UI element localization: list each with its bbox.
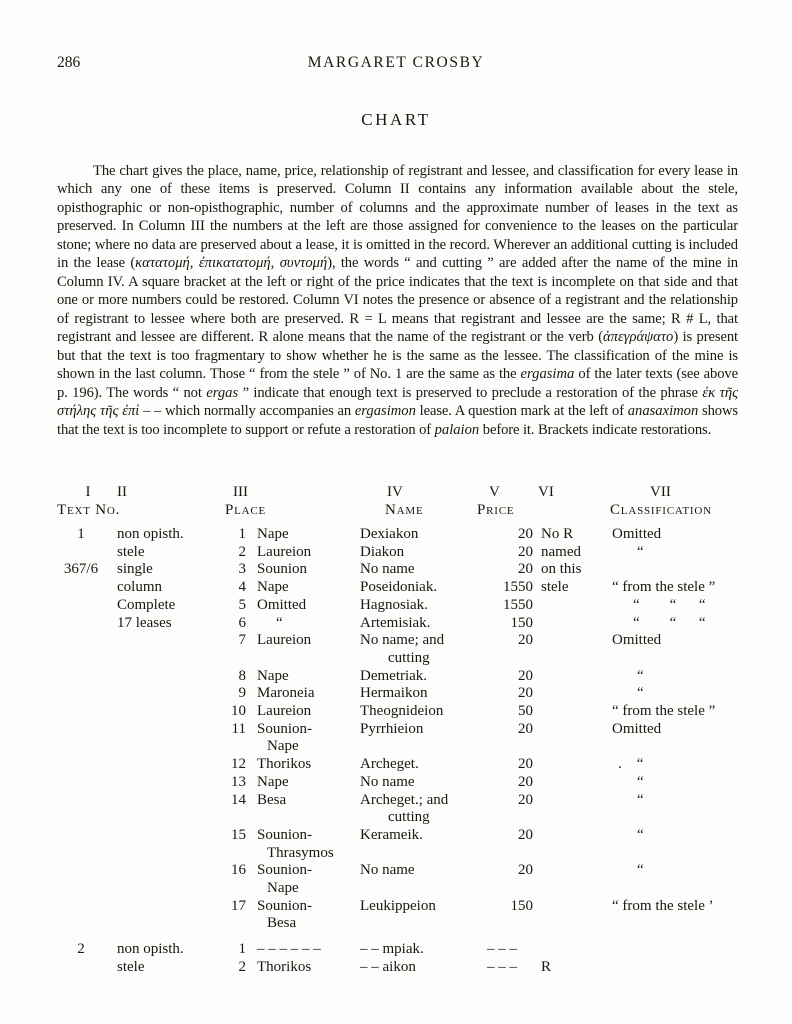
cell-mine-name: No name — [360, 773, 415, 790]
cell-price: 1550 — [503, 579, 533, 596]
column-numeral-iv: IV — [387, 484, 403, 500]
cell-stele-info: non opisth. — [117, 526, 184, 542]
cell-lease-number: 12 — [231, 756, 246, 773]
cell-price: 150 — [510, 897, 533, 914]
cell-mine-name: Hermaikon — [360, 685, 428, 702]
cell-price: 1550 — [503, 596, 533, 613]
header-classification: Classification — [610, 502, 712, 518]
cell-classification: “ from the stele ” — [612, 703, 716, 720]
intro-segment: of the later texts (see above p. 196). The words “ not — [57, 366, 738, 401]
intro-italic-segment: ergasimon — [354, 403, 416, 420]
table-row — [0, 597, 792, 615]
intro-segment: ” indicate that enough text is preserved to preclude a restoration of the phrase — [238, 384, 703, 401]
cell-registrant: No R — [541, 526, 574, 542]
table-row — [0, 668, 792, 686]
intro-italic-segment: κατατομή, ἐπικατατομή, συντομή — [135, 255, 328, 272]
cell-classification: “ — [637, 826, 644, 843]
table-row — [0, 792, 792, 810]
cell-classification: “ “ “ — [633, 614, 706, 631]
cell-text-no: 367/6 — [63, 561, 99, 578]
cell-place: Besa — [257, 791, 287, 808]
cell-place: Nape — [257, 773, 289, 790]
cell-mine-name: Poseidoniak. — [360, 579, 438, 596]
intro-segment: shows that the text is too incomplete to support or refute a restoration of — [57, 403, 738, 438]
column-numeral-vii: VII — [650, 484, 671, 500]
cell-price: 20 — [518, 632, 533, 649]
header-text-no: Text No. — [57, 502, 121, 518]
cell-lease-number: 17 — [231, 897, 246, 914]
cell-classification: Omitted — [612, 526, 662, 542]
header-price: Price — [477, 502, 515, 518]
cell-price: 20 — [518, 720, 533, 737]
cell-mine-name: – – aikon — [360, 958, 416, 975]
cell-classification: “ “ “ — [633, 596, 706, 613]
cell-price: 20 — [518, 667, 533, 684]
intro-segment: ), the words “ and cutting ” are added after the name of the mine in Column IV. A square bracket at the left or right of the price indicates that the text is incomplete on that side and that one or more numbers could be restored. Column VI notes the presence or absence of a registrant and the relationship of registrant to lessee where both are preserved. R = L means that registrant and lessee are the same; R # L, that registrant and lessee are different. R alone means that the name of the registrant or the verb ( — [57, 255, 739, 346]
cell-lease-number: 16 — [231, 862, 246, 879]
cell-classification: Omitted — [612, 720, 662, 737]
cell-lease-number: 14 — [231, 791, 246, 808]
cell-text-no: 2 — [77, 941, 85, 958]
table-row — [0, 615, 792, 633]
cell-price: 20 — [518, 791, 533, 808]
cell-lease-number: 15 — [231, 826, 246, 843]
cell-price: – – – — [487, 941, 517, 958]
cell-mine-name: Archeget.; and — [360, 791, 449, 808]
table-row — [0, 827, 792, 845]
table-row — [0, 880, 792, 898]
cell-lease-number: 2 — [238, 543, 246, 560]
cell-place: Besa — [267, 915, 297, 932]
table-caption-header-row — [0, 501, 792, 519]
cell-price: 20 — [518, 526, 533, 542]
cell-place: “ — [276, 614, 283, 631]
table-row — [0, 579, 792, 597]
cell-classification: . “ — [618, 756, 644, 773]
cell-lease-number: 5 — [238, 596, 246, 613]
intro-italic-segment: anasaximon — [627, 403, 699, 420]
intro-italic-segment: ἀπεγράψατο — [602, 329, 674, 346]
intro-italic-segment: ergasima — [520, 366, 575, 383]
table-row — [0, 561, 792, 579]
table-row — [0, 526, 792, 544]
cell-place: Sounion- — [257, 897, 313, 914]
cell-place: Laureion — [257, 543, 312, 560]
cell-lease-number: 4 — [238, 579, 246, 596]
cell-classification: “ — [637, 543, 644, 560]
cell-mine-name: No name — [360, 561, 415, 578]
cell-mine-name: No name — [360, 862, 415, 879]
cell-price: 50 — [518, 703, 533, 720]
column-numeral-v: V — [489, 484, 500, 500]
cell-text-no: 1 — [77, 526, 85, 542]
table-row — [0, 685, 792, 703]
intro-italic-segment: ergas — [206, 384, 239, 401]
cell-place: Sounion — [257, 561, 308, 578]
cell-stele-info: Complete — [117, 596, 176, 613]
table-roman-header-row — [0, 483, 792, 501]
cell-classification: “ — [637, 862, 644, 879]
cell-classification: “ — [637, 773, 644, 790]
table-row — [0, 632, 792, 650]
table-row — [0, 809, 792, 827]
cell-mine-name: Demetriak. — [360, 667, 428, 684]
intro-segment: The chart gives the place, name, price, relationship of registrant and lessee, and classification for every lease in which any one of these items is preserved. Column II contains any information available about the stele, opisthographic or non-opisthographic, number of columns and the approximate number of leases in the text as preserved. In Column III the numbers at the left are those assigned for convenience to the leases on the particular stone; where no data are preserved about a lease, it is omitted in the record. Wherever an additional cutting is included in the lease ( — [57, 162, 738, 272]
cell-lease-number: 3 — [238, 561, 246, 578]
cell-lease-number: 10 — [231, 703, 246, 720]
cell-place: Laureion — [257, 703, 312, 720]
cell-place: Nape — [267, 738, 299, 755]
cell-mine-name: cutting — [388, 809, 430, 826]
cell-price: 20 — [518, 756, 533, 773]
cell-price: 20 — [518, 685, 533, 702]
cell-price: 20 — [518, 543, 533, 560]
cell-lease-number: 1 — [238, 941, 246, 958]
cell-stele-info: non opisth. — [117, 941, 184, 958]
table-row — [0, 721, 792, 739]
table-row — [0, 738, 792, 756]
cell-lease-number: 11 — [231, 720, 246, 737]
column-numeral-i: I — [85, 484, 91, 500]
cell-classification: “ from the stele ” — [612, 579, 716, 596]
cell-place: Maroneia — [257, 685, 315, 702]
intro-segment: lease. A question mark at the left of — [415, 403, 628, 420]
cell-place: Nape — [267, 880, 299, 897]
cell-lease-number: 6 — [238, 614, 246, 631]
cell-registrant: on this — [541, 561, 582, 578]
cell-place: Sounion- — [257, 720, 313, 737]
cell-lease-number: 13 — [231, 773, 246, 790]
column-numeral-ii: II — [117, 484, 127, 500]
table-row — [0, 959, 792, 977]
cell-place: Nape — [257, 579, 289, 596]
cell-registrant: stele — [541, 579, 569, 596]
cell-stele-info: column — [117, 579, 162, 596]
cell-price: – – – — [487, 958, 517, 975]
cell-mine-name: Pyrrhieion — [360, 720, 424, 737]
chart-title: CHART — [361, 110, 431, 129]
intro-paragraph — [57, 162, 738, 440]
cell-place: Thorikos — [257, 756, 312, 773]
table-row — [0, 898, 792, 916]
header-name: Name — [385, 502, 424, 518]
header-place: Place — [225, 502, 267, 518]
cell-lease-number: 7 — [238, 632, 246, 649]
cell-lease-number: 2 — [238, 958, 246, 975]
cell-place: Laureion — [257, 632, 312, 649]
cell-mine-name: Kerameik. — [360, 826, 423, 843]
cell-place: – – – – – – — [257, 941, 321, 958]
cell-mine-name: cutting — [388, 649, 430, 666]
table-row — [0, 845, 792, 863]
intro-italic-segment: ἐκ τῆς στήλης τῆς ἐπὶ — [57, 384, 738, 420]
table-row — [0, 915, 792, 933]
cell-classification: “ from the stele ’ — [612, 897, 714, 914]
cell-stele-info: stele — [117, 958, 145, 975]
cell-mine-name: Diakon — [360, 543, 405, 560]
running-head-author: MARGARET CROSBY — [307, 54, 485, 71]
cell-mine-name: Leukippeion — [360, 897, 436, 914]
intro-segment: before it. Brackets indicate restorations. — [479, 421, 712, 438]
cell-place: Sounion- — [257, 862, 313, 879]
cell-registrant: named — [541, 543, 581, 560]
table-row — [0, 544, 792, 562]
cell-place: Omitted — [257, 596, 307, 613]
cell-place: Thorikos — [257, 958, 312, 975]
lease-chart-table — [0, 483, 792, 977]
cell-stele-info: 17 leases — [117, 614, 172, 631]
cell-mine-name: Artemisiak. — [360, 614, 431, 631]
cell-place: Nape — [257, 667, 289, 684]
intro-segment: – – which normally accompanies an — [139, 403, 355, 420]
cell-registrant: R — [541, 958, 552, 975]
cell-stele-info: single — [117, 561, 153, 578]
cell-classification: “ — [637, 685, 644, 702]
cell-place: Nape — [257, 526, 289, 542]
table-row — [0, 774, 792, 792]
cell-lease-number: 9 — [238, 685, 246, 702]
cell-stele-info: stele — [117, 543, 145, 560]
cell-price: 20 — [518, 826, 533, 843]
table-row — [0, 703, 792, 721]
cell-place: Thrasymos — [267, 844, 334, 861]
intro-segment: ) is present but that the text is too fragmentary to show whether he is the same as the lessee. The classification of the mine is shown in the last column. Those “ from the stele ” of No. 1 are the same as the — [57, 329, 738, 383]
cell-price: 20 — [518, 862, 533, 879]
cell-price: 20 — [518, 773, 533, 790]
page-number: 286 — [57, 54, 81, 71]
cell-mine-name: Theognideion — [360, 703, 444, 720]
cell-classification: “ — [637, 791, 644, 808]
table-row — [0, 862, 792, 880]
cell-classification: Omitted — [612, 632, 662, 649]
cell-place: Sounion- — [257, 826, 313, 843]
cell-mine-name: Hagnosiak. — [360, 596, 428, 613]
intro-italic-segment: palaion — [434, 421, 480, 438]
cell-lease-number: 1 — [238, 526, 246, 542]
chart-table-body — [0, 526, 792, 977]
cell-classification: “ — [637, 667, 644, 684]
table-row — [0, 650, 792, 668]
cell-mine-name: Archeget. — [360, 756, 419, 773]
cell-price: 150 — [510, 614, 533, 631]
column-numeral-vi: VI — [538, 484, 554, 500]
cell-mine-name: Dexiakon — [360, 526, 419, 542]
table-row — [0, 756, 792, 774]
column-numeral-iii: III — [233, 484, 248, 500]
cell-price: 20 — [518, 561, 533, 578]
cell-mine-name: – – mpiak. — [360, 941, 424, 958]
table-row — [0, 941, 792, 959]
cell-mine-name: No name; and — [360, 632, 445, 649]
cell-lease-number: 8 — [238, 667, 246, 684]
